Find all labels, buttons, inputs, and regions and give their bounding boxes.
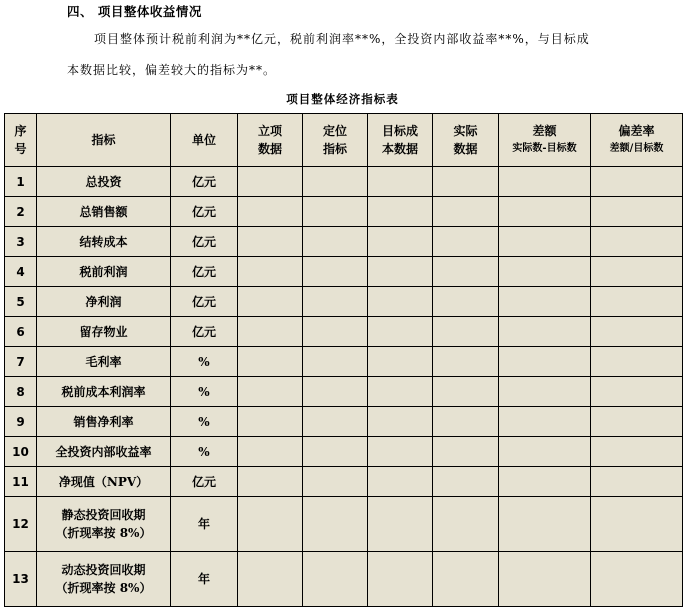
cell-actual-data[interactable]: [433, 437, 499, 467]
cell-deviation-rate[interactable]: [591, 197, 683, 227]
indicator-text-line: 留存物业: [79, 324, 128, 339]
cell-target-cost-data[interactable]: [368, 287, 433, 317]
indicator-text-line: 结转成本: [79, 234, 128, 249]
indicator-text-line: 净利润: [85, 294, 122, 309]
cell-deviation-rate[interactable]: [591, 552, 683, 607]
row-indicator: [37, 197, 171, 227]
indicator-text-line: 净现值（NPV）: [58, 474, 149, 489]
header-difference: 差额 实际数-目标数: [499, 114, 591, 167]
cell-difference[interactable]: [499, 377, 591, 407]
indicator-text-line: 毛利率: [85, 354, 122, 369]
indicator-text-line: 销售净利率: [73, 414, 134, 429]
row-number: 10: [5, 437, 37, 467]
row-number: 5: [5, 287, 37, 317]
cell-actual-data[interactable]: [433, 167, 499, 197]
table-header-row: [5, 114, 683, 167]
cell-target-cost-data[interactable]: [368, 227, 433, 257]
cell-positioning-index[interactable]: [303, 257, 368, 287]
row-indicator: [37, 347, 171, 377]
row-unit: 年: [171, 497, 238, 552]
table-row: [5, 467, 683, 497]
cell-difference[interactable]: [499, 227, 591, 257]
row-indicator: [37, 257, 171, 287]
indicator-text-line: （折现率按 8%）: [55, 526, 152, 540]
section-heading: 四、 项目整体收益情况: [67, 4, 202, 19]
row-number: 1: [5, 167, 37, 197]
row-number: 6: [5, 317, 37, 347]
cell-positioning-index[interactable]: [303, 347, 368, 377]
table-row: [5, 167, 683, 197]
table-row: [5, 407, 683, 437]
row-number: 12: [5, 497, 37, 552]
cell-deviation-rate[interactable]: [591, 227, 683, 257]
row-unit: 亿元: [171, 317, 238, 347]
cell-deviation-rate[interactable]: [591, 287, 683, 317]
cell-positioning-index[interactable]: [303, 437, 368, 467]
cell-approval-data[interactable]: [238, 197, 303, 227]
row-unit: %: [171, 407, 238, 437]
row-indicator: [37, 317, 171, 347]
cell-actual-data[interactable]: [433, 497, 499, 552]
cell-difference[interactable]: [499, 317, 591, 347]
table-row: [5, 317, 683, 347]
header-deviation-rate: 偏差率 差额/目标数: [591, 114, 683, 167]
cell-deviation-rate[interactable]: [591, 317, 683, 347]
row-indicator: [37, 552, 171, 607]
row-unit: 亿元: [171, 197, 238, 227]
cell-difference[interactable]: [499, 287, 591, 317]
cell-actual-data[interactable]: [433, 257, 499, 287]
indicator-text-line: （折现率按 8%）: [55, 581, 152, 595]
cell-actual-data[interactable]: [433, 287, 499, 317]
row-unit: 亿元: [171, 167, 238, 197]
cell-deviation-rate[interactable]: [591, 167, 683, 197]
cell-target-cost-data[interactable]: [368, 377, 433, 407]
cell-target-cost-data[interactable]: [368, 197, 433, 227]
cell-positioning-index[interactable]: [303, 227, 368, 257]
cell-difference[interactable]: [499, 437, 591, 467]
cell-positioning-index[interactable]: [303, 377, 368, 407]
row-number: 7: [5, 347, 37, 377]
cell-approval-data[interactable]: [238, 407, 303, 437]
row-unit: %: [171, 437, 238, 467]
cell-difference[interactable]: [499, 552, 591, 607]
row-indicator: [37, 497, 171, 552]
cell-approval-data[interactable]: [238, 317, 303, 347]
cell-target-cost-data[interactable]: [368, 167, 433, 197]
header-positioning-index: 定位 指标: [303, 114, 368, 167]
indicator-text-line: 静态投资回收期: [61, 508, 146, 522]
summary-paragraph-line2: 本数据比较，偏差较大的指标为**。: [67, 63, 277, 77]
indicator-text-line: 全投资内部收益率: [55, 444, 152, 459]
cell-actual-data[interactable]: [433, 407, 499, 437]
cell-positioning-index[interactable]: [303, 287, 368, 317]
cell-difference[interactable]: [499, 197, 591, 227]
row-indicator: [37, 167, 171, 197]
table-row: [5, 227, 683, 257]
row-unit: %: [171, 347, 238, 377]
row-unit: 亿元: [171, 467, 238, 497]
cell-deviation-rate[interactable]: [591, 257, 683, 287]
cell-positioning-index[interactable]: [303, 317, 368, 347]
cell-deviation-rate[interactable]: [591, 347, 683, 377]
row-unit: 亿元: [171, 257, 238, 287]
row-indicator: [37, 407, 171, 437]
table-row: [5, 497, 683, 552]
cell-positioning-index[interactable]: [303, 467, 368, 497]
row-number: 9: [5, 407, 37, 437]
cell-difference[interactable]: [499, 257, 591, 287]
cell-approval-data[interactable]: [238, 497, 303, 552]
row-indicator: [37, 467, 171, 497]
cell-actual-data[interactable]: [433, 227, 499, 257]
table-caption: 项目整体经济指标表: [286, 92, 399, 106]
header-indicator: 指标: [37, 114, 171, 167]
header-approval-data: 立项 数据: [238, 114, 303, 167]
cell-actual-data[interactable]: [433, 467, 499, 497]
cell-approval-data[interactable]: [238, 257, 303, 287]
cell-actual-data[interactable]: [433, 347, 499, 377]
summary-paragraph-line1: 项目整体预计税前利润为**亿元，税前利润率**%，全投资内部收益率**%，与目标成: [94, 32, 590, 46]
row-number: 13: [5, 552, 37, 607]
cell-actual-data[interactable]: [433, 197, 499, 227]
cell-approval-data[interactable]: [238, 347, 303, 377]
row-number: 2: [5, 197, 37, 227]
cell-approval-data[interactable]: [238, 167, 303, 197]
row-indicator: [37, 437, 171, 467]
cell-target-cost-data[interactable]: [368, 552, 433, 607]
cell-deviation-rate[interactable]: [591, 467, 683, 497]
indicator-text-line: 税前成本利润率: [61, 384, 146, 399]
cell-positioning-index[interactable]: [303, 407, 368, 437]
indicator-text-line: 总销售额: [79, 204, 128, 219]
cell-approval-data[interactable]: [238, 287, 303, 317]
header-target-cost-data: 目标成 本数据: [368, 114, 433, 167]
row-indicator: [37, 227, 171, 257]
cell-positioning-index[interactable]: [303, 552, 368, 607]
cell-difference[interactable]: [499, 347, 591, 377]
cell-actual-data[interactable]: [433, 317, 499, 347]
table-row: [5, 552, 683, 607]
cell-deviation-rate[interactable]: [591, 377, 683, 407]
cell-difference[interactable]: [499, 467, 591, 497]
cell-target-cost-data[interactable]: [368, 347, 433, 377]
table-row: [5, 257, 683, 287]
row-indicator: [37, 377, 171, 407]
header-actual-data: 实际 数据: [433, 114, 499, 167]
table-body: [5, 167, 683, 607]
header-seq: 序 号: [5, 114, 37, 167]
indicator-text-line: 税前利润: [79, 264, 128, 279]
cell-approval-data[interactable]: [238, 467, 303, 497]
header-unit: 单位: [171, 114, 238, 167]
cell-target-cost-data[interactable]: [368, 497, 433, 552]
cell-difference[interactable]: [499, 407, 591, 437]
cell-target-cost-data[interactable]: [368, 317, 433, 347]
cell-approval-data[interactable]: [238, 227, 303, 257]
cell-approval-data[interactable]: [238, 552, 303, 607]
cell-target-cost-data[interactable]: [368, 467, 433, 497]
table-row: [5, 197, 683, 227]
table-row: [5, 287, 683, 317]
cell-actual-data[interactable]: [433, 552, 499, 607]
cell-deviation-rate[interactable]: [591, 437, 683, 467]
row-unit: 亿元: [171, 227, 238, 257]
table-row: [5, 437, 683, 467]
economic-indicators-table: [4, 113, 683, 607]
indicator-text-line: 总投资: [85, 174, 122, 189]
table-row: [5, 347, 683, 377]
cell-actual-data[interactable]: [433, 377, 499, 407]
table-row: [5, 377, 683, 407]
cell-target-cost-data[interactable]: [368, 257, 433, 287]
row-unit: %: [171, 377, 238, 407]
cell-difference[interactable]: [499, 497, 591, 552]
row-indicator: [37, 287, 171, 317]
row-number: 11: [5, 467, 37, 497]
cell-difference[interactable]: [499, 167, 591, 197]
row-number: 3: [5, 227, 37, 257]
cell-approval-data[interactable]: [238, 437, 303, 467]
cell-target-cost-data[interactable]: [368, 407, 433, 437]
cell-approval-data[interactable]: [238, 377, 303, 407]
row-number: 8: [5, 377, 37, 407]
cell-positioning-index[interactable]: [303, 167, 368, 197]
cell-deviation-rate[interactable]: [591, 497, 683, 552]
row-unit: 年: [171, 552, 238, 607]
cell-positioning-index[interactable]: [303, 497, 368, 552]
cell-positioning-index[interactable]: [303, 197, 368, 227]
indicator-text-line: 动态投资回收期: [61, 563, 146, 577]
cell-target-cost-data[interactable]: [368, 437, 433, 467]
cell-deviation-rate[interactable]: [591, 407, 683, 437]
row-unit: 亿元: [171, 287, 238, 317]
row-number: 4: [5, 257, 37, 287]
